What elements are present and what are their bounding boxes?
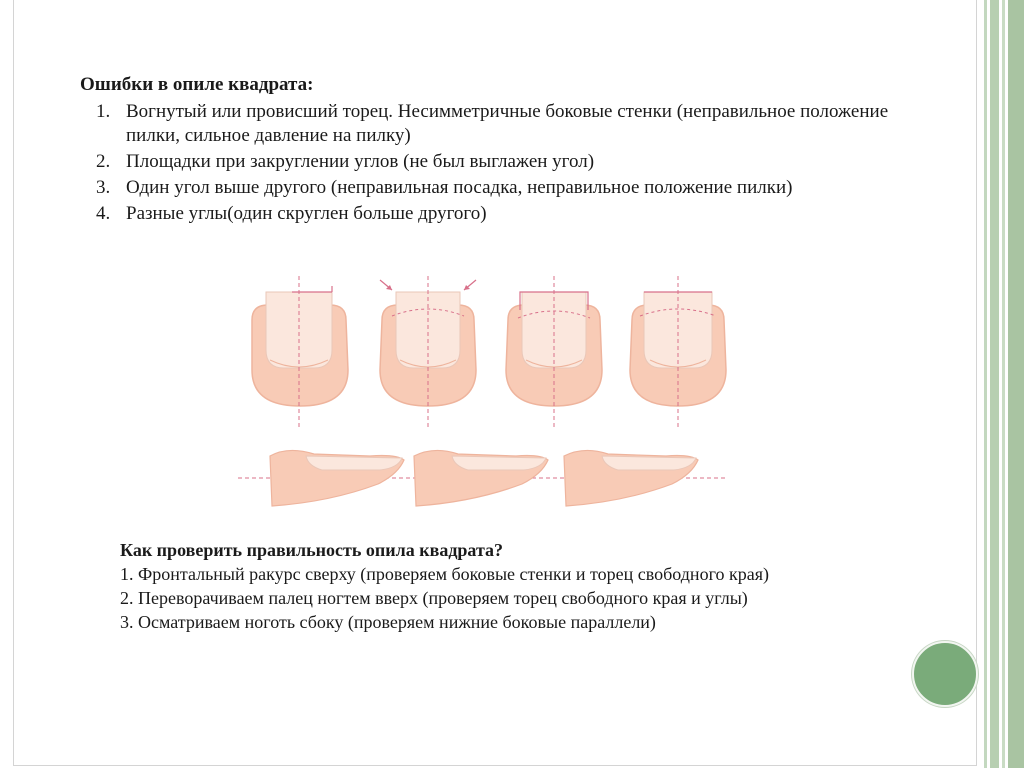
nail-side-2 <box>414 450 548 506</box>
nail-side-shape <box>452 456 546 470</box>
nail-side-1 <box>270 450 404 506</box>
item-number: 4. <box>96 203 111 224</box>
list-item <box>80 100 910 148</box>
check-section <box>120 538 860 634</box>
item-text: Один угол выше другого (неправильная посадка, неправильное положение пилки) <box>126 177 793 198</box>
stripe <box>1008 0 1024 768</box>
nail-side-shape <box>602 456 696 470</box>
stripe <box>1002 0 1005 768</box>
errors-list <box>80 100 910 226</box>
check-line: 3. Осматриваем ноготь сбоку (проверяем нижние боковые параллели) <box>120 612 656 632</box>
item-number: 2. <box>96 151 111 172</box>
nail-front-4 <box>630 276 726 430</box>
check-line: 2. Переворачиваем палец ногтем вверх (проверяем торец свободного края и углы) <box>120 588 748 608</box>
stripe <box>990 0 999 768</box>
check-heading: Как проверить правильность опила квадрата? <box>120 540 504 560</box>
item-number: 3. <box>96 177 111 198</box>
list-item <box>80 176 910 200</box>
nail-side-3 <box>564 450 698 506</box>
errors-section <box>80 73 910 228</box>
decorative-circle <box>912 641 978 707</box>
item-text: Площадки при закруглении углов (не был выглажен угол) <box>126 151 595 172</box>
nail-front-2 <box>380 276 476 430</box>
check-line: 1. Фронтальный ракурс сверху (проверяем боковые стенки и торец свободного края) <box>120 564 770 584</box>
nail-shape-illustration <box>230 270 730 510</box>
list-item <box>80 202 910 226</box>
item-text: Вогнутый или провисший торец. Несимметричные боковые стенки (неправильное положение пилки, сильное давление на пилку) <box>126 101 889 146</box>
list-item <box>80 150 910 174</box>
decorative-side-stripes <box>984 0 1024 768</box>
nail-side-shape <box>306 456 402 470</box>
nail-front-3 <box>506 276 602 430</box>
nail-front-1 <box>252 276 348 430</box>
errors-heading: Ошибки в опиле квадрата: <box>80 74 314 95</box>
stripe <box>984 0 987 768</box>
item-text: Разные углы(один скруглен больше другого) <box>126 203 487 224</box>
item-number: 1. <box>96 101 111 122</box>
